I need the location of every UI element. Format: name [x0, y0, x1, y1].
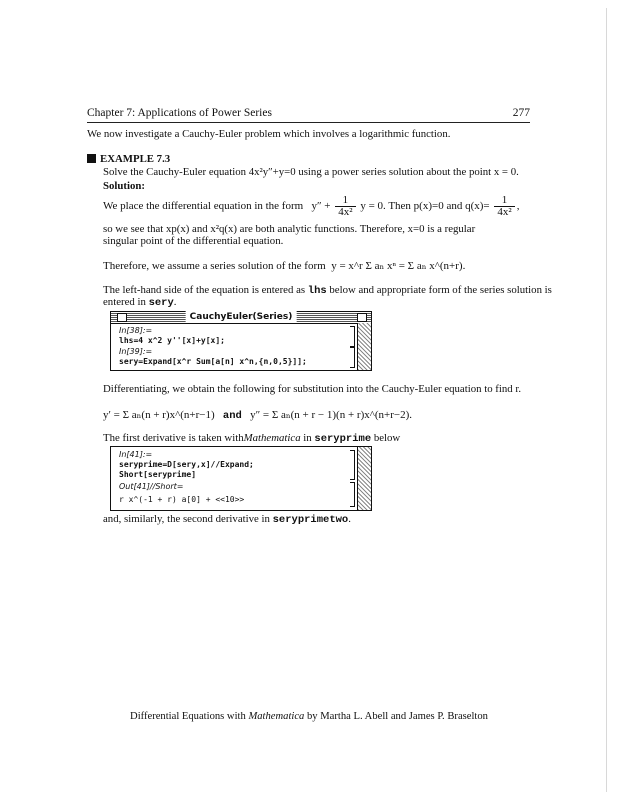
ode-frac-den: 4x²: [338, 206, 353, 218]
out41-value: r x^(-1 + r) a[0] + <<10>>: [119, 495, 245, 504]
out41-label: Out[41]//Short=: [119, 482, 184, 491]
ode-fraction: [335, 195, 355, 218]
chapter-title: Chapter 7: Applications of Power Series: [87, 107, 272, 119]
page-number: 277: [512, 107, 530, 119]
cell-bracket[interactable]: [350, 326, 355, 347]
notebook-window-1[interactable]: [110, 311, 372, 371]
mathematica-text: Mathematica: [243, 432, 301, 444]
example-problem: Solve the Cauchy-Euler equation 4x²y″+y=0 using a power series solution about the point x = 0.: [103, 166, 519, 178]
intro-paragraph: We now investigate a Cauchy-Euler problem which involves a logarithmic function.: [87, 128, 451, 140]
zoom-box-icon[interactable]: [357, 313, 367, 322]
second-derivative-expr: y″ = Σ aₙ(n + r − 1)(n + r)x^(n+r−2).: [250, 409, 413, 421]
running-header: [87, 107, 530, 122]
lhs-text-b: below and appropriate form of the series solution is: [329, 284, 552, 296]
footer-suffix: by Martha L. Abell and James P. Braselton: [307, 711, 488, 722]
first-derivative-expr: y′ = Σ aₙ(n + r)x^(n+r−1): [103, 409, 215, 421]
below-text: below: [373, 432, 401, 444]
ode-form-expr: y″ +: [311, 200, 331, 213]
vertical-scrollbar[interactable]: [357, 447, 371, 510]
page-footer: [0, 711, 618, 722]
in41-label: In[41]:=: [119, 450, 153, 459]
q-fraction: [494, 195, 514, 218]
similarly-text: and, similarly, the second derivative in: [103, 513, 270, 525]
in41-line-1[interactable]: seryprime=D[sery,x]//Expand;: [119, 460, 254, 469]
notebook-window-2[interactable]: [110, 446, 372, 511]
in39-label: In[39]:=: [119, 347, 153, 356]
sery-paragraph: [103, 296, 533, 309]
in-text: in: [303, 432, 312, 444]
differentiating-paragraph: Differentiating, we obtain the following for substitution into the Cauchy-Euler equation to find r.: [103, 383, 522, 395]
in38-code[interactable]: lhs=4 x^2 y''[x]+y[x];: [119, 336, 225, 345]
first-text: The first derivative is taken with: [103, 432, 244, 444]
seryprime-code: seryprime: [314, 433, 372, 445]
in41-line-2[interactable]: Short[seryprime]: [119, 470, 197, 479]
analytic-line-1: so we see that xp(x) and x²q(x) are both analytic functions. Therefore, x=0 is a regular: [103, 223, 476, 235]
ode-form-text: We place the differential equation in the form: [103, 200, 304, 213]
notebook-titlebar[interactable]: [111, 312, 371, 324]
close-box-icon[interactable]: [117, 313, 127, 322]
cell-bracket[interactable]: [350, 482, 355, 507]
cell-bracket[interactable]: [350, 450, 355, 480]
derivatives-line: [103, 408, 412, 422]
sery-code: sery: [148, 297, 174, 309]
footer-italic: Mathematica: [248, 711, 305, 722]
first-derivative-paragraph: [103, 432, 533, 445]
assume-text: Therefore, we assume a series solution of the form: [103, 260, 326, 272]
similarly-period: .: [348, 513, 351, 525]
ode-tail: y = 0. Then p(x)=0 and q(x)=: [360, 200, 490, 213]
q-frac-den: 4x²: [497, 206, 512, 218]
solution-label: Solution:: [103, 180, 146, 192]
square-bullet-icon: [87, 154, 96, 163]
q-frac-num: 1: [494, 195, 514, 207]
ode-form-line: [103, 195, 519, 218]
lhs-code: lhs: [307, 285, 327, 297]
notebook-title: CauchyEuler(Series): [186, 311, 297, 323]
cell-bracket[interactable]: [350, 347, 355, 368]
similarly-paragraph: [103, 513, 533, 526]
footer-prefix: Differential Equations with: [130, 711, 246, 722]
vertical-scrollbar[interactable]: [357, 323, 371, 370]
sery-period: .: [173, 296, 177, 308]
q-tail: ,: [516, 200, 520, 213]
lhs-text-a: The left-hand side of the equation is entered as: [103, 284, 306, 296]
series-expression: y = x^r Σ aₙ xⁿ = Σ aₙ x^(n+r).: [331, 260, 466, 272]
example-heading: [87, 153, 537, 165]
and-text: and: [222, 410, 242, 422]
entered-in-text: entered in: [103, 296, 146, 308]
example-label: EXAMPLE 7.3: [100, 153, 171, 165]
in38-label: In[38]:=: [119, 326, 153, 335]
in39-code[interactable]: sery=Expand[x^r Sum[a[n] x^n,{n,0,5}]];: [119, 357, 307, 366]
page-edge: [606, 8, 607, 792]
seryprimetwo-code: seryprimetwo: [272, 514, 349, 526]
header-rule: [87, 122, 530, 123]
assume-line: [103, 259, 465, 272]
analytic-line-2: singular point of the differential equation.: [103, 235, 284, 247]
ode-frac-num: 1: [335, 195, 355, 207]
